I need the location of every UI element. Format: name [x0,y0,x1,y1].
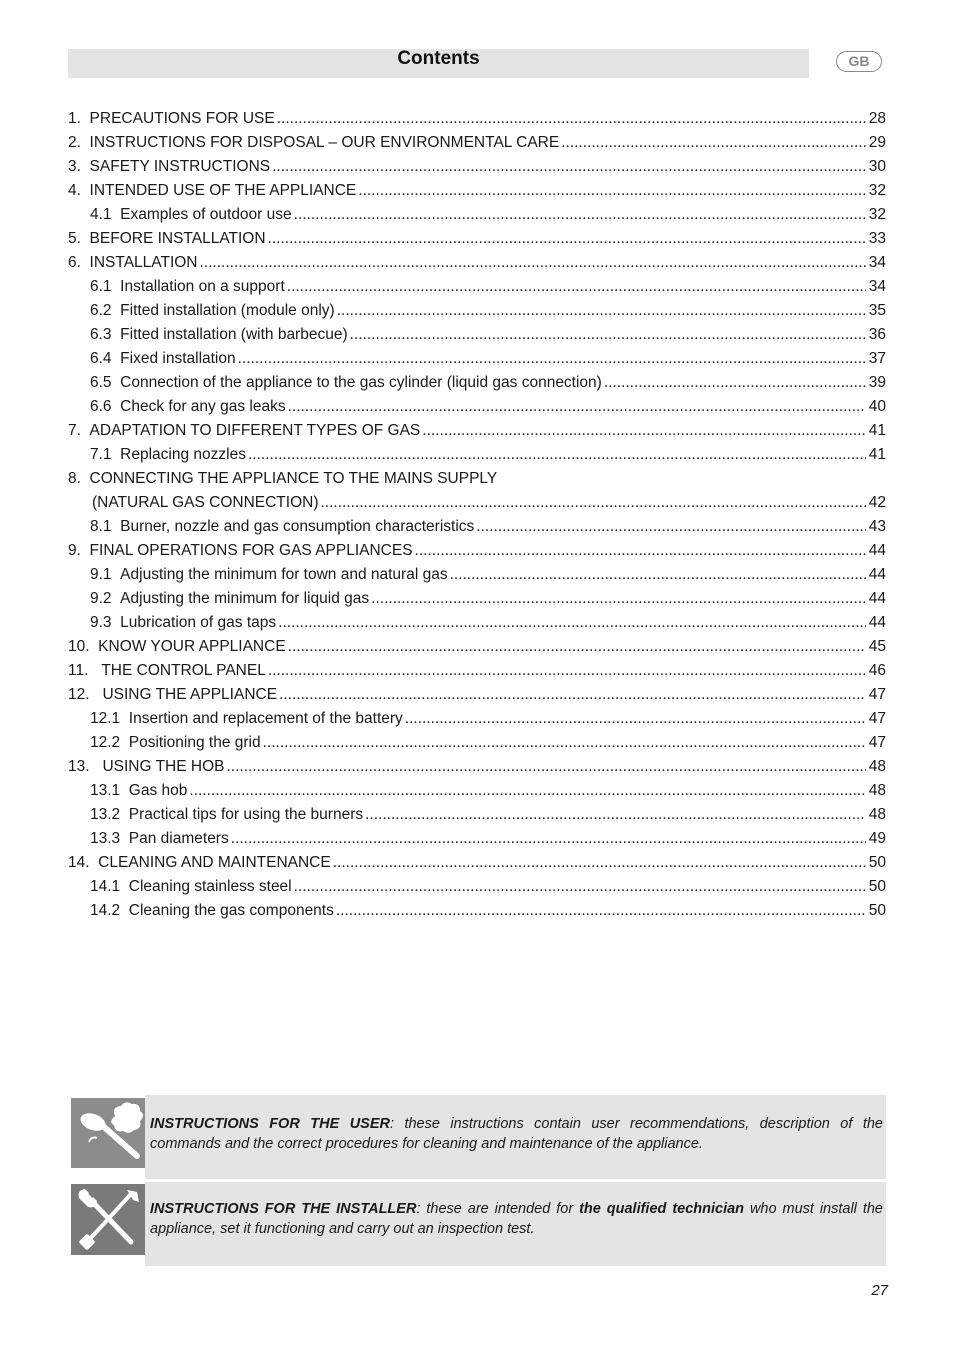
toc-entry[interactable] [68,108,886,132]
toc-entry[interactable] [68,276,886,300]
toc-entry[interactable] [68,180,886,204]
toc-leader-dots [561,132,866,154]
toc-entry-page: 48 [868,758,886,775]
toc-entry-label: Positioning the grid [128,734,261,751]
toc-entry-page: 44 [868,590,886,607]
toc-entry-number: 6.1 [90,278,121,295]
toc-leader-dots [288,396,866,418]
toc-entry-label: SAFETY INSTRUCTIONS [89,158,271,175]
toc-leader-dots [358,180,865,202]
toc-entry-page: 44 [868,566,886,583]
toc-entry[interactable] [68,492,886,516]
toc-entry-page: 48 [868,782,886,799]
toc-entry[interactable] [68,540,886,564]
toc-entry[interactable] [68,804,886,828]
toc-entry-label: INSTALLATION [89,254,198,271]
toc-entry-label: PRECAUTIONS FOR USE [89,110,275,127]
toc-entry[interactable] [68,444,886,468]
toc-entry-page: 29 [868,134,886,151]
toc-entry[interactable] [68,780,886,804]
toc-entry-page: 41 [868,446,886,463]
toc-entry-label: ADAPTATION TO DIFFERENT TYPES OF GAS [89,422,421,439]
toc-entry-number: 4.1 [90,206,121,223]
toc-entry-label: Connection of the appliance to the gas cylinder (liquid gas connection) [120,374,602,391]
toc-entry-number: 7.1 [90,446,121,463]
toc-entry-number: 14.2 [90,902,129,919]
toc-entry-number: 10. [68,638,99,655]
toc-entry[interactable] [68,588,886,612]
toc-entry-page: 45 [868,638,886,655]
toc-entry-page: 40 [868,398,886,415]
toc-entry-number: 3. [68,158,90,175]
toc-entry[interactable] [68,684,886,708]
toc-entry-label: Cleaning stainless steel [128,878,292,895]
toc-entry-page: 35 [868,302,886,319]
toc-entry[interactable] [68,900,886,924]
installer-note-text-before: : these are intended for [416,1201,580,1217]
toc-entry-number: 9.1 [90,566,121,583]
toc-entry-number: 14. [68,854,99,871]
toc-leader-dots [231,828,866,850]
toc-leader-dots [604,372,866,394]
toc-entry-number: 4. [68,182,90,199]
toc-entry-label: (NATURAL GAS CONNECTION) [92,494,319,511]
toc-entry-label: Cleaning the gas components [128,902,334,919]
toc-entry[interactable] [68,852,886,876]
toc-entry-number: 6.4 [90,350,121,367]
toc-leader-dots [288,636,866,658]
toc-entry-number: 8.1 [90,518,121,535]
toc-entry-number: 8. [68,470,90,487]
toc-leader-dots [268,660,866,682]
toc-entry-number: 12.1 [90,710,129,727]
toc-entry[interactable] [68,468,886,492]
toc-leader-dots [371,588,866,610]
toc-entry-label: KNOW YOUR APPLIANCE [98,638,286,655]
toc-entry-label: Lubrication of gas taps [120,614,277,631]
toc-entry[interactable] [68,612,886,636]
user-instructions-note [145,1095,886,1179]
toc-entry-label: Gas hob [128,782,188,799]
toc-leader-dots [294,876,866,898]
toc-leader-dots [277,108,866,130]
toc-entry-page: 34 [868,254,886,271]
toc-entry-number: 13.3 [90,830,129,847]
toc-leader-dots [320,492,865,514]
toc-entry[interactable] [68,396,886,420]
toc-entry-page: 28 [868,110,886,127]
title-bar [68,49,809,78]
toc-leader-dots [405,708,866,730]
toc-entry-page: 44 [868,614,886,631]
toc-entry-number: 5. [68,230,90,247]
toc-entry[interactable] [68,156,886,180]
toc-leader-dots [476,516,865,538]
toc-entry[interactable] [68,732,886,756]
toc-entry-label: BEFORE INSTALLATION [89,230,266,247]
toc-entry-label: Pan diameters [128,830,229,847]
toc-entry-label: INTENDED USE OF THE APPLIANCE [89,182,357,199]
user-note-text: : these instructions contain user recommendations, description of the commands and the correct procedures for cleaning and maintenance of the appliance. [150,1116,883,1152]
toc-entry-label: Fitted installation (module only) [120,302,335,319]
toc-leader-dots [226,756,865,778]
toc-entry-label: CLEANING AND MAINTENANCE [98,854,331,871]
toc-leader-dots [263,732,866,754]
toc-entry-page: 46 [868,662,886,679]
toc-entry-number: 9. [68,542,90,559]
toc-entry-number: 6. [68,254,90,271]
installer-note-text-after: who must install the appliance, set it functioning and carry out an inspection test. [150,1201,883,1237]
toc-leader-dots [365,804,866,826]
toc-entry-label: USING THE APPLIANCE [102,686,278,703]
toc-leader-dots [200,252,866,274]
toc-entry-page: 42 [868,494,886,511]
toc-leader-dots [333,852,866,874]
toc-entry[interactable] [68,564,886,588]
toc-entry[interactable] [68,756,886,780]
chef-spoon-icon [71,1098,145,1168]
toc-entry-label: Adjusting the minimum for liquid gas [120,590,370,607]
toc-leader-dots [350,324,866,346]
user-note-lead: INSTRUCTIONS FOR THE USER [150,1116,390,1132]
toc-entry-label: THE CONTROL PANEL [101,662,266,679]
toc-entry-label: Check for any gas leaks [120,398,286,415]
toc-entry[interactable] [68,300,886,324]
toc-leader-dots [238,348,866,370]
toc-entry-page: 41 [868,422,886,439]
toc-entry-number: 11. [68,662,102,679]
installer-note-emphasis: the qualified technician [579,1201,745,1217]
toc-entry-page: 49 [868,830,886,847]
toc-entry[interactable] [68,252,886,276]
toc-entry[interactable] [68,204,886,228]
page-title: Contents [397,48,480,69]
toc-entry[interactable] [68,132,886,156]
toc-entry-number: 2. [68,134,90,151]
toc-entry[interactable] [68,324,886,348]
toc-entry-number: 13. [68,758,103,775]
toc-entry[interactable] [68,372,886,396]
toc-entry[interactable] [68,828,886,852]
toc-entry-label: Installation on a support [120,278,285,295]
installer-instructions-note [145,1182,886,1266]
toc-entry-number: 12.2 [90,734,129,751]
toc-entry-number: 14.1 [90,878,129,895]
toc-entry-label: Examples of outdoor use [120,206,292,223]
language-badge: GB [836,51,882,72]
toc-entry-page: 43 [868,518,886,535]
toc-entry-page: 32 [868,206,886,223]
toc-leader-dots [287,276,866,298]
toc-entry[interactable] [68,708,886,732]
toc-entry-label: Fixed installation [120,350,236,367]
toc-entry-label: Adjusting the minimum for town and natural gas [120,566,448,583]
toc-leader-dots [337,300,866,322]
toc-leader-dots [450,564,866,586]
toc-entry-page: 37 [868,350,886,367]
toc-entry-label: FINAL OPERATIONS FOR GAS APPLIANCES [89,542,413,559]
toc-entry-number: 9.2 [90,590,121,607]
toc-entry-page: 44 [868,542,886,559]
toc-entry-page: 30 [868,158,886,175]
toc-entry-label: Insertion and replacement of the battery [128,710,403,727]
toc-leader-dots [279,684,866,706]
toc-entry-label: USING THE HOB [102,758,225,775]
toc-leader-dots [268,228,866,250]
toc-entry-number: 13.1 [90,782,129,799]
table-of-contents [68,108,886,924]
toc-entry-number: 6.6 [90,398,121,415]
toc-leader-dots [189,780,865,802]
toc-entry-number: 6.3 [90,326,121,343]
toc-entry-label: INSTRUCTIONS FOR DISPOSAL – OUR ENVIRONMENTAL CARE [89,134,560,151]
toc-leader-dots [294,204,866,226]
toc-entry-number: 7. [68,422,90,439]
toc-entry-number: 6.2 [90,302,121,319]
toc-leader-dots [336,900,866,922]
toc-entry[interactable] [68,420,886,444]
toc-entry-page: 50 [868,854,886,871]
toc-entry-number: 6.5 [90,374,121,391]
toc-entry-label: CONNECTING THE APPLIANCE TO THE MAINS SUPPLY [89,470,498,487]
toc-leader-dots [415,540,866,562]
toc-entry-page: 33 [868,230,886,247]
toc-leader-dots [278,612,866,634]
toc-entry-number: 12. [68,686,103,703]
toc-entry-page: 34 [868,278,886,295]
toc-entry[interactable] [68,228,886,252]
toc-entry-label: Practical tips for using the burners [128,806,364,823]
toc-entry-page: 47 [868,734,886,751]
tools-icon [71,1184,145,1255]
toc-entry-page: 36 [868,326,886,343]
toc-entry[interactable] [68,348,886,372]
toc-leader-dots [422,420,865,442]
toc-leader-dots [248,444,866,466]
toc-entry-page: 47 [868,686,886,703]
toc-entry-label: Replacing nozzles [120,446,246,463]
installer-note-lead: INSTRUCTIONS FOR THE INSTALLER [150,1201,417,1217]
toc-entry[interactable] [68,660,886,684]
toc-entry[interactable] [68,876,886,900]
toc-entry[interactable] [68,516,886,540]
toc-entry-page: 50 [868,878,886,895]
page-number: 27 [871,1282,888,1299]
toc-entry-page: 50 [868,902,886,919]
toc-entry-number: 9.3 [90,614,121,631]
toc-entry-page: 47 [868,710,886,727]
toc-entry-page: 39 [868,374,886,391]
toc-entry-number: 1. [68,110,90,127]
toc-entry-number: 13.2 [90,806,129,823]
toc-entry[interactable] [68,636,886,660]
toc-entry-label: Burner, nozzle and gas consumption characteristics [120,518,475,535]
toc-entry-page: 32 [868,182,886,199]
toc-entry-page: 48 [868,806,886,823]
toc-entry-label: Fitted installation (with barbecue) [120,326,348,343]
toc-leader-dots [272,156,866,178]
